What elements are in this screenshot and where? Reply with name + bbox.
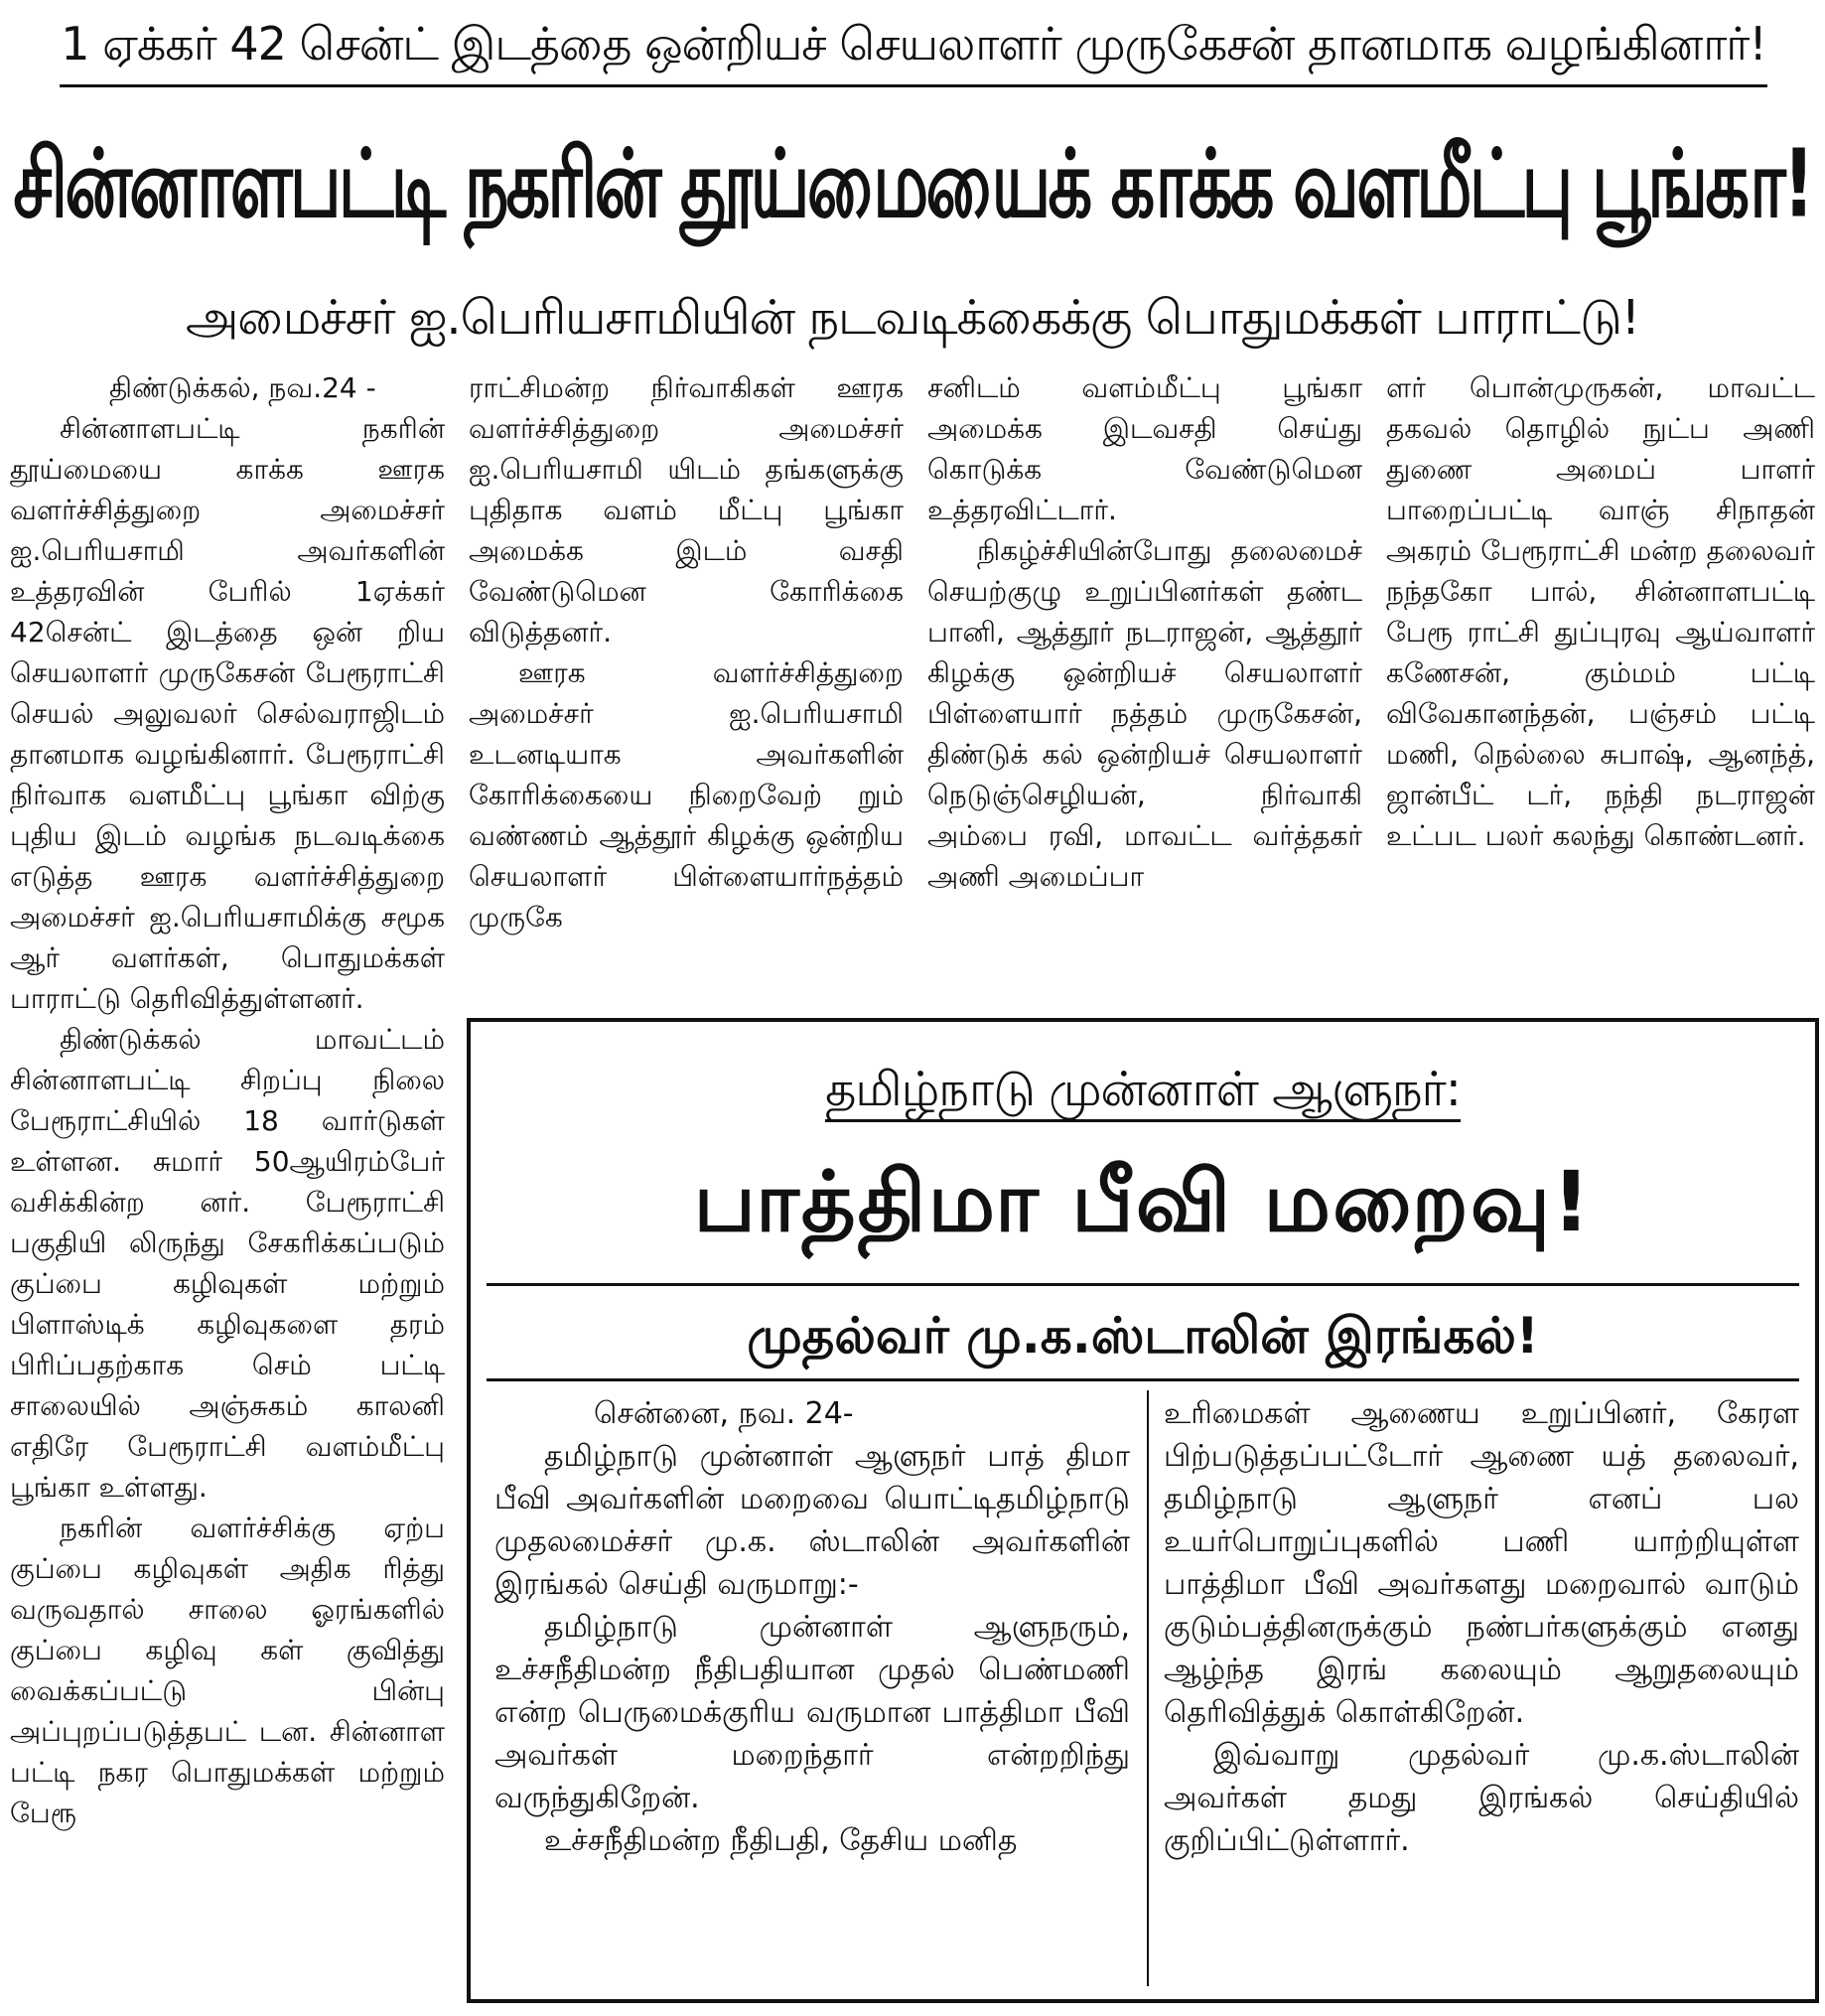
sub-headline: அமைச்சர் ஐ.பெரியசாமியின் நடவடிக்கைக்கு பொதுமக்கள் பாராட்டு! [185, 290, 1640, 346]
paragraph: திண்டுக்கல் மாவட்டம் சின்னாளபட்டி சிறப்பு நிலை பேரூராட்சியில் 18 வார்டுகள் உள்ளன. சுமார் 50ஆயிரம்பேர் வசிக்கின்ற னர். பேரூராட்சி பகுதியி லிருந்து சேகரிக்கப்படும் குப்பை கழிவுகள் மற்றும் பிளாஸ்டிக் கழிவுகளை தரம் பிரிப்பதற்காக செம் பட்டி சாலையில் அஞ்சுகம் காலனி எதிரே பேரூராட்சி வளம்மீட்பு பூங்கா உள்ளது. [10, 1023, 445, 1504]
main-headline: சின்னாளபட்டி நகரின் தூய்மையைக் காக்க வளமீட்பு பூங்கா! [13, 128, 1812, 239]
boxed-story-subheadline: முதல்வர் மு.க.ஸ்டாலின் இரங்கல்! [747, 1307, 1539, 1365]
paragraph: சனிடம் வளம்மீட்பு பூங்கா அமைக்க இடவசதி செய்து கொடுக்க வேண்டுமென உத்தரவிட்டார். [927, 371, 1362, 526]
boxed-story-column-1 [494, 1392, 1130, 1988]
article-column-4 [1386, 367, 1815, 983]
paragraph: தமிழ்நாடு முன்னாள் ஆளுநரும், உச்சநீதிமன்ற நீதிபதியான முதல் பெண்மணி என்ற பெருமைக்குரிய வருமான பாத்திமா பீவி அவர்கள் மறைந்தார் என்றறிந்து வருந்துகிறேன். [494, 1610, 1130, 1815]
paragraph: நகரின் வளர்ச்சிக்கு ஏற்ப குப்பை கழிவுகள் அதிக ரித்து வருவதால் சாலை ஓரங்களில் குப்பை கழிவு கள் குவித்து வைக்கப்பட்டு பின்பு அப்புறப்படுத்தபட் டன. சின்னாள பட்டி நகர பொதுமக்கள் மற்றும் பேரூ [10, 1512, 445, 1829]
paragraph: ராட்சிமன்ற நிர்வாகிகள் ஊரக வளர்ச்சித்துறை அமைச்சர் ஐ.பெரியசாமி யிடம் தங்களுக்கு புதிதாக வளம் மீட்பு பூங்கா அமைக்க இடம் வசதி வேண்டுமென கோரிக்கை விடுத்தனர். [469, 371, 904, 648]
divider [487, 1283, 1799, 1286]
paragraph: சின்னாளபட்டி நகரின் தூய்மையை காக்க ஊரக வளர்ச்சித்துறை அமைச்சர் ஐ.பெரியசாமி அவர்களின் உத்தரவின் பேரில் 1ஏக்கர் 42சென்ட் இடத்தை ஒன் றிய செயலாளர் முருகேசன் பேரூராட்சி செயல் அலுவலர் செல்வராஜிடம் தானமாக வழங்கினார். பேரூராட்சி நிர்வாக வளமீட்பு பூங்கா விற்கு புதிய இடம் வழங்க நடவடிக்கை எடுத்த ஊரக வளர்ச்சித்துறை அமைச்சர் ஐ.பெரியசாமிக்கு சமூக ஆர் வளர்கள், பொதுமக்கள் பாராட்டு தெரிவித்துள்ளனர். [10, 412, 445, 1015]
boxed-story-kicker [467, 1055, 1819, 1124]
paragraph: உச்சநீதிமன்ற நீதிபதி, தேசிய மனித [544, 1823, 1018, 1858]
boxed-story-kicker-text: தமிழ்நாடு முன்னாள் ஆளுநர்: [825, 1062, 1461, 1122]
divider [487, 1378, 1799, 1381]
article-column-2 [469, 367, 904, 983]
dateline: சென்னை, நவ. 24- [594, 1396, 854, 1431]
article-column-1 [10, 367, 445, 2006]
paragraph: இவ்வாறு முதல்வர் மு.க.ஸ்டாலின் அவர்கள் தமது இரங்கல் செய்தியில் குறிப்பிட்டுள்ளார். [1164, 1738, 1799, 1858]
column-divider [1147, 1390, 1149, 1986]
article-column-3 [927, 367, 1362, 983]
boxed-story-headline: பாத்திமா பீவி மறைவு! [693, 1153, 1593, 1250]
paragraph: உரிமைகள் ஆணைய உறுப்பினர், கேரள பிற்படுத்தப்பட்டோர் ஆணை யத் தலைவர், தமிழ்நாடு ஆளுநர் எனப் பல உயர்பொறுப்புகளில் பணி யாற்றியுள்ள பாத்திமா பீவி அவர்களது மறைவால் வாடும் குடும்பத்தினருக்கும் நண்பர்களுக்கும் எனது ஆழ்ந்த இரங் கலையும் ஆறுதலையும் தெரிவித்துக் கொள்கிறேன். [1164, 1396, 1799, 1730]
story-kicker: 1 ஏக்கர் 42 சென்ட் இடத்தை ஒன்றியச் செயலாளர் முருகேசன் தானமாக வழங்கினார்! [60, 0, 1767, 87]
dateline: திண்டுக்கல், நவ.24 - [109, 371, 376, 404]
paragraph: தமிழ்நாடு முன்னாள் ஆளுநர் பாத் திமா பீவி அவர்களின் மறைவை யொட்டிதமிழ்நாடு முதலமைச்சர் மு.க. ஸ்டாலின் அவர்களின் இரங்கல் செய்தி வருமாறு:- [494, 1439, 1130, 1602]
paragraph: ளர் பொன்முருகன், மாவட்ட தகவல் தொழில் நுட்ப அணி துணை அமைப் பாளர் பாறைப்பட்டி வாஞ் சிநாதன் அகரம் பேரூராட்சி மன்ற தலைவர் நந்தகோ பால், சின்னாளபட்டி பேரூ ராட்சி துப்புரவு ஆய்வாளர் கணேசன், கும்மம் பட்டி விவேகானந்தன், பஞ்சம் பட்டி மணி, நெல்லை சுபாஷ், ஆனந்த், ஜான்பீட் டர், நந்தி நடராஜன் உட்பட பலர் கலந்து கொண்டனர். [1386, 371, 1815, 852]
paragraph: நிகழ்ச்சியின்போது தலைமைச் செயற்குழு உறுப்பினர்கள் தண்ட பானி, ஆத்தூர் நடராஜன், ஆத்தூர் கிழக்கு ஒன்றியச் செயலாளர் பிள்ளையார் நத்தம் முருகேசன், திண்டுக் கல் ஒன்றியச் செயலாளர் நெடுஞ்செழியன், நிர்வாகி அம்பை ரவி, மாவட்ட வர்த்தகர் அணி அமைப்பா [927, 534, 1362, 893]
paragraph: ஊரக வளர்ச்சித்துறை அமைச்சர் ஐ.பெரியசாமி உடனடியாக அவர்களின் கோரிக்கையை நிறைவேற் றும் வண்ணம் ஆத்தூர் கிழக்கு ஒன்றிய செயலாளர் பிள்ளையார்நத்தம் முருகே [469, 656, 904, 934]
boxed-story-column-2 [1164, 1392, 1799, 1988]
